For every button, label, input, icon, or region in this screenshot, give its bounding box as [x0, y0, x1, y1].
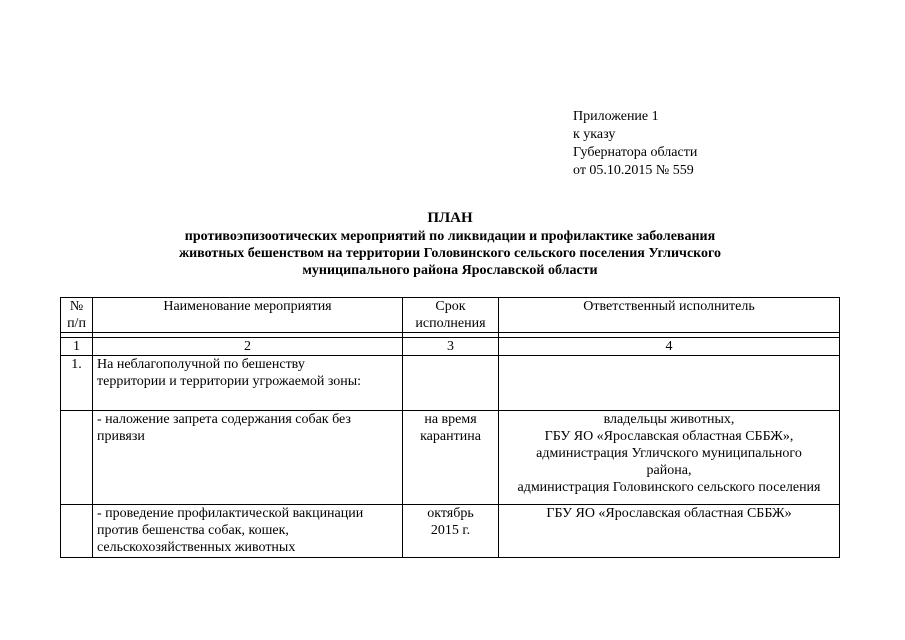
- appendix-line: Приложение 1: [573, 109, 659, 124]
- row-name: [93, 505, 403, 558]
- plan-table: [60, 297, 840, 558]
- header-name: Наименование мероприятия: [93, 298, 403, 333]
- row-resp-line: района,: [646, 463, 692, 478]
- table-index-row: [61, 338, 840, 356]
- header-num-line: п/п: [67, 316, 86, 331]
- row-name-line: На неблагополучной по бешенству: [97, 357, 305, 372]
- row-term-line: карантина: [420, 429, 481, 444]
- row-num: [61, 505, 93, 558]
- index-cell: 1: [61, 338, 93, 356]
- row-resp-line: администрация Головинского сельского поселения: [517, 480, 821, 495]
- row-resp-line: ГБУ ЯО «Ярославская областная СББЖ»,: [544, 429, 794, 444]
- header-term-line: Срок: [435, 299, 466, 314]
- header-term: [403, 298, 499, 333]
- row-num: [61, 411, 93, 505]
- title-line: противоэпизоотических мероприятий по ликвидации и профилактике заболевания: [184, 229, 716, 244]
- header-num-line: №: [69, 299, 84, 314]
- header-term-line: исполнения: [415, 316, 486, 331]
- row-term-line: 2015 г.: [430, 523, 471, 538]
- header-resp: Ответственный исполнитель: [499, 298, 840, 333]
- appendix-line: Губернатора области: [573, 145, 698, 160]
- title-line: муниципального района Ярославской области: [302, 263, 598, 278]
- row-name-line: привязи: [97, 429, 145, 444]
- title-heading: ПЛАН: [427, 210, 473, 226]
- row-term: [403, 356, 499, 411]
- table-row: [61, 356, 840, 411]
- appendix-line: от 05.10.2015 № 559: [573, 163, 694, 178]
- table-row: [61, 505, 840, 558]
- row-resp-line: ГБУ ЯО «Ярославская областная СББЖ»: [546, 506, 792, 521]
- document-title: [60, 210, 840, 279]
- table-header-row: [61, 298, 840, 333]
- appendix-line: к указу: [573, 127, 616, 142]
- row-term-line: октябрь: [427, 506, 474, 521]
- title-line: животных бешенством на территории Головинского сельского поселения Угличского: [178, 246, 722, 261]
- table-row: [61, 411, 840, 505]
- row-resp-line: администрация Угличского муниципального: [536, 446, 802, 461]
- appendix-block: [573, 108, 697, 180]
- row-name: [93, 356, 403, 411]
- index-cell: 4: [499, 338, 840, 356]
- row-name-line: против бешенства собак, кошек,: [97, 523, 289, 538]
- row-name-line: сельскохозяйственных животных: [97, 540, 296, 555]
- row-resp-line: владельцы животных,: [603, 412, 735, 427]
- header-num: [61, 298, 93, 333]
- row-term: [403, 411, 499, 505]
- row-name-line: - проведение профилактической вакцинации: [97, 506, 364, 521]
- row-term-line: на время: [424, 412, 477, 427]
- row-resp: [499, 411, 840, 505]
- row-name-line: - наложение запрета содержания собак без: [97, 412, 351, 427]
- row-term: [403, 505, 499, 558]
- index-cell: 3: [403, 338, 499, 356]
- row-name: [93, 411, 403, 505]
- row-resp: [499, 356, 840, 411]
- row-num: 1.: [61, 356, 93, 411]
- row-resp: [499, 505, 840, 558]
- row-name-line: территории и территории угрожаемой зоны:: [97, 374, 362, 389]
- index-cell: 2: [93, 338, 403, 356]
